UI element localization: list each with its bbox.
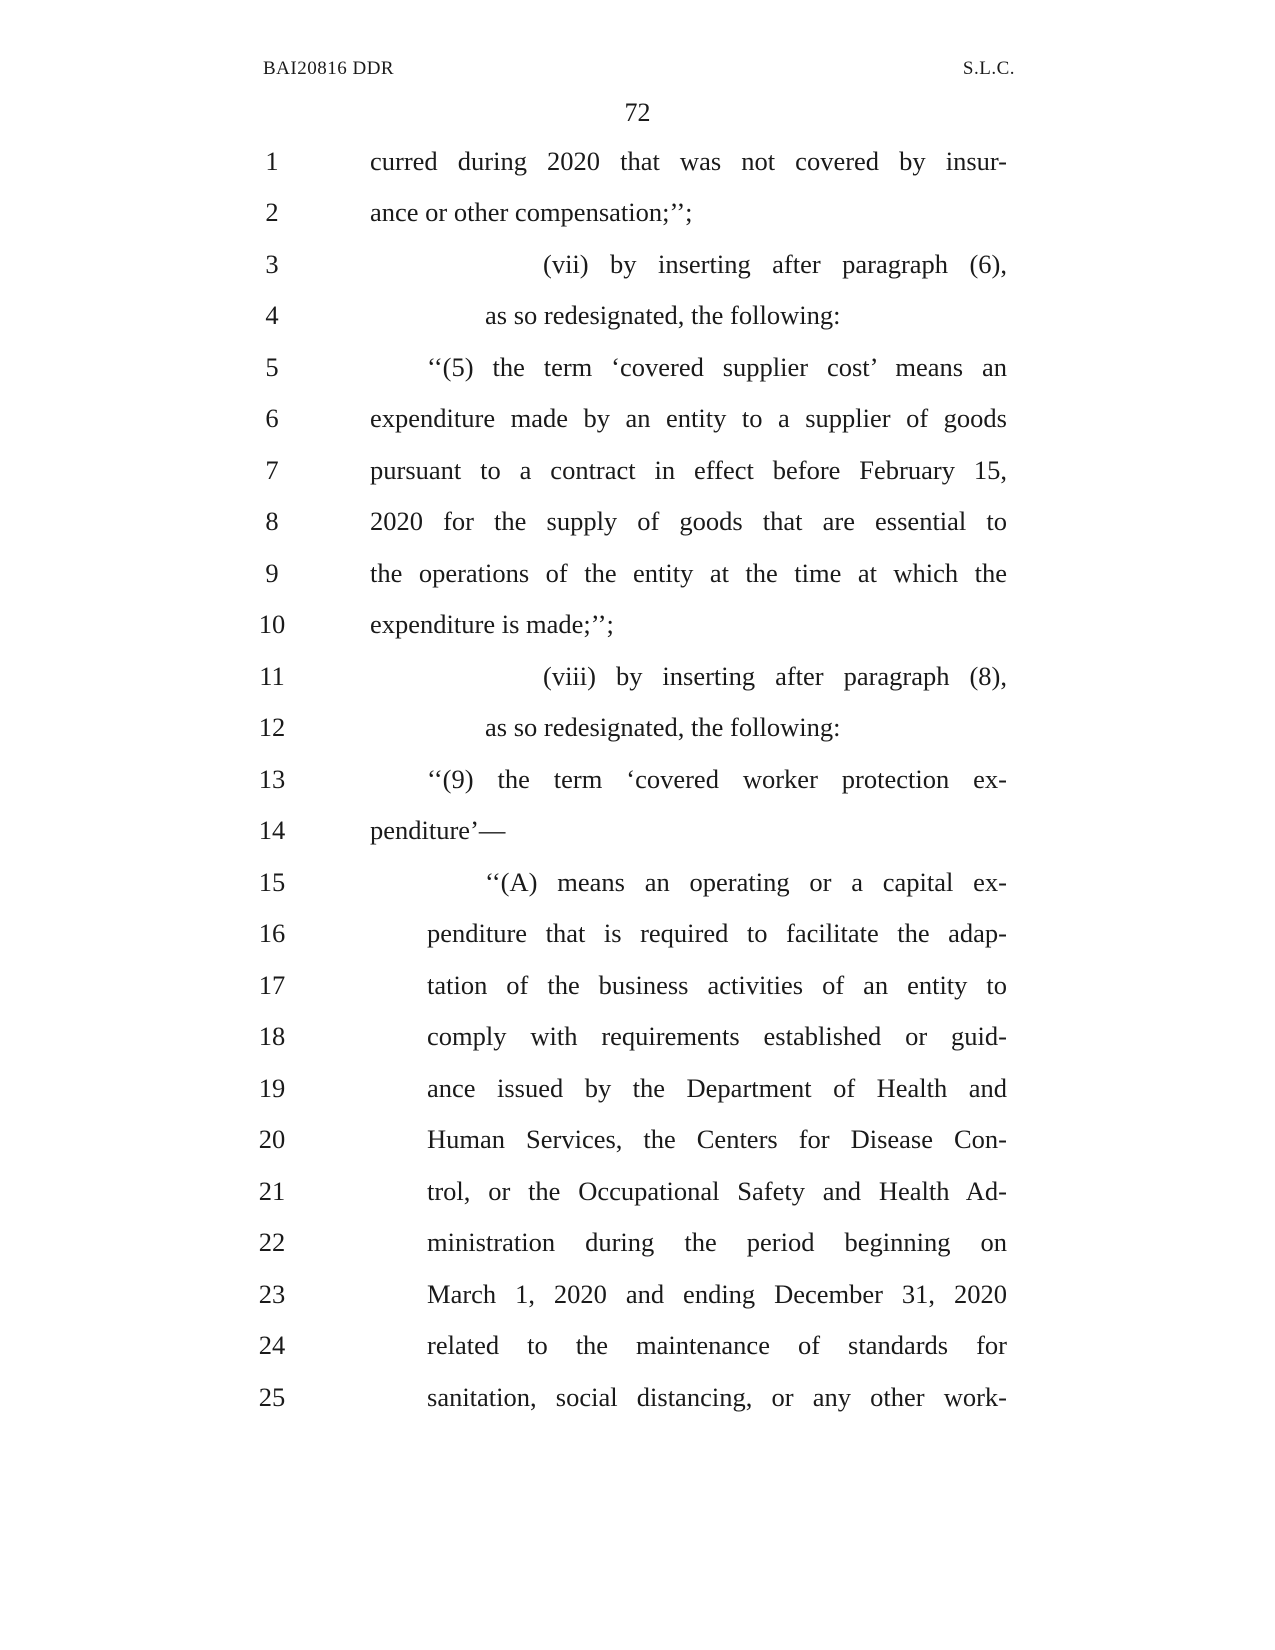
line-number: 16	[258, 918, 286, 948]
line-number: 17	[258, 970, 286, 1000]
document-code: S.L.C.	[962, 58, 1015, 79]
document-id: BAI20816 DDR	[263, 58, 395, 79]
line-number: 10	[258, 609, 286, 639]
text-line	[0, 342, 1275, 392]
line-number: 22	[258, 1227, 286, 1257]
line-text: ‘‘(9) the term ‘covered worker protection ex-	[427, 764, 1007, 794]
line-number: 11	[259, 661, 285, 691]
text-line	[0, 857, 1275, 907]
text-line	[0, 1114, 1275, 1164]
text-line	[0, 805, 1275, 855]
text-line	[0, 651, 1275, 701]
line-number: 4	[265, 300, 279, 330]
text-line	[0, 1372, 1275, 1422]
line-number: 13	[258, 764, 286, 794]
text-line	[0, 960, 1275, 1010]
text-line	[0, 754, 1275, 804]
line-text: penditure that is required to facilitate the adap-	[427, 918, 1007, 948]
text-line	[0, 445, 1275, 495]
line-text: pursuant to a contract in effect before February 15,	[370, 455, 1007, 485]
line-number: 7	[265, 455, 279, 485]
line-text: trol, or the Occupational Safety and Health Ad-	[427, 1176, 1007, 1206]
text-line	[0, 1166, 1275, 1216]
line-text: 2020 for the supply of goods that are essential to	[370, 506, 1007, 536]
text-line	[0, 1217, 1275, 1267]
line-text: expenditure is made;’’;	[370, 609, 614, 639]
line-text: penditure’—	[370, 815, 506, 845]
line-number: 15	[258, 867, 286, 897]
line-text: ‘‘(A) means an operating or a capital ex-	[485, 867, 1007, 897]
line-text: expenditure made by an entity to a supplier of goods	[370, 403, 1007, 433]
text-line	[0, 187, 1275, 237]
line-text: comply with requirements established or guid-	[427, 1021, 1007, 1051]
line-text: tation of the business activities of an entity to	[427, 970, 1007, 1000]
text-line	[0, 702, 1275, 752]
text-line	[0, 1320, 1275, 1370]
text-line	[0, 1011, 1275, 1061]
line-text: ance issued by the Department of Health and	[427, 1073, 1007, 1103]
line-text: related to the maintenance of standards for	[427, 1330, 1007, 1360]
text-line	[0, 599, 1275, 649]
line-text: curred during 2020 that was not covered by insur-	[370, 146, 1007, 176]
line-text: sanitation, social distancing, or any other work-	[427, 1382, 1007, 1412]
line-number: 21	[258, 1176, 286, 1206]
text-line	[0, 1269, 1275, 1319]
line-text: as so redesignated, the following:	[485, 712, 841, 742]
text-line	[0, 290, 1275, 340]
line-number: 20	[258, 1124, 286, 1154]
line-number: 3	[265, 249, 279, 279]
text-line	[0, 393, 1275, 443]
text-line	[0, 239, 1275, 289]
line-text: (viii) by inserting after paragraph (8),	[543, 661, 1007, 691]
line-number: 2	[265, 197, 279, 227]
line-number: 19	[258, 1073, 286, 1103]
line-text: ministration during the period beginning on	[427, 1227, 1007, 1257]
text-line	[0, 1063, 1275, 1113]
line-number: 5	[265, 352, 279, 382]
line-number: 25	[258, 1382, 286, 1412]
line-number: 14	[258, 815, 286, 845]
text-line	[0, 548, 1275, 598]
line-text: (vii) by inserting after paragraph (6),	[543, 249, 1007, 279]
line-number: 18	[258, 1021, 286, 1051]
line-text: ance or other compensation;’’;	[370, 197, 693, 227]
line-number: 24	[258, 1330, 286, 1360]
text-line	[0, 136, 1275, 186]
line-number: 9	[265, 558, 279, 588]
line-text: Human Services, the Centers for Disease Con-	[427, 1124, 1007, 1154]
line-text: as so redesignated, the following:	[485, 300, 841, 330]
text-line	[0, 496, 1275, 546]
line-number: 6	[265, 403, 279, 433]
text-line	[0, 908, 1275, 958]
line-text: the operations of the entity at the time at which the	[370, 558, 1007, 588]
line-text: ‘‘(5) the term ‘covered supplier cost’ means an	[427, 352, 1007, 382]
line-number: 8	[265, 506, 279, 536]
line-number: 23	[258, 1279, 286, 1309]
line-number: 1	[265, 146, 279, 176]
line-number: 12	[258, 712, 286, 742]
line-text: March 1, 2020 and ending December 31, 2020	[427, 1279, 1007, 1309]
page-number: 72	[624, 98, 651, 127]
